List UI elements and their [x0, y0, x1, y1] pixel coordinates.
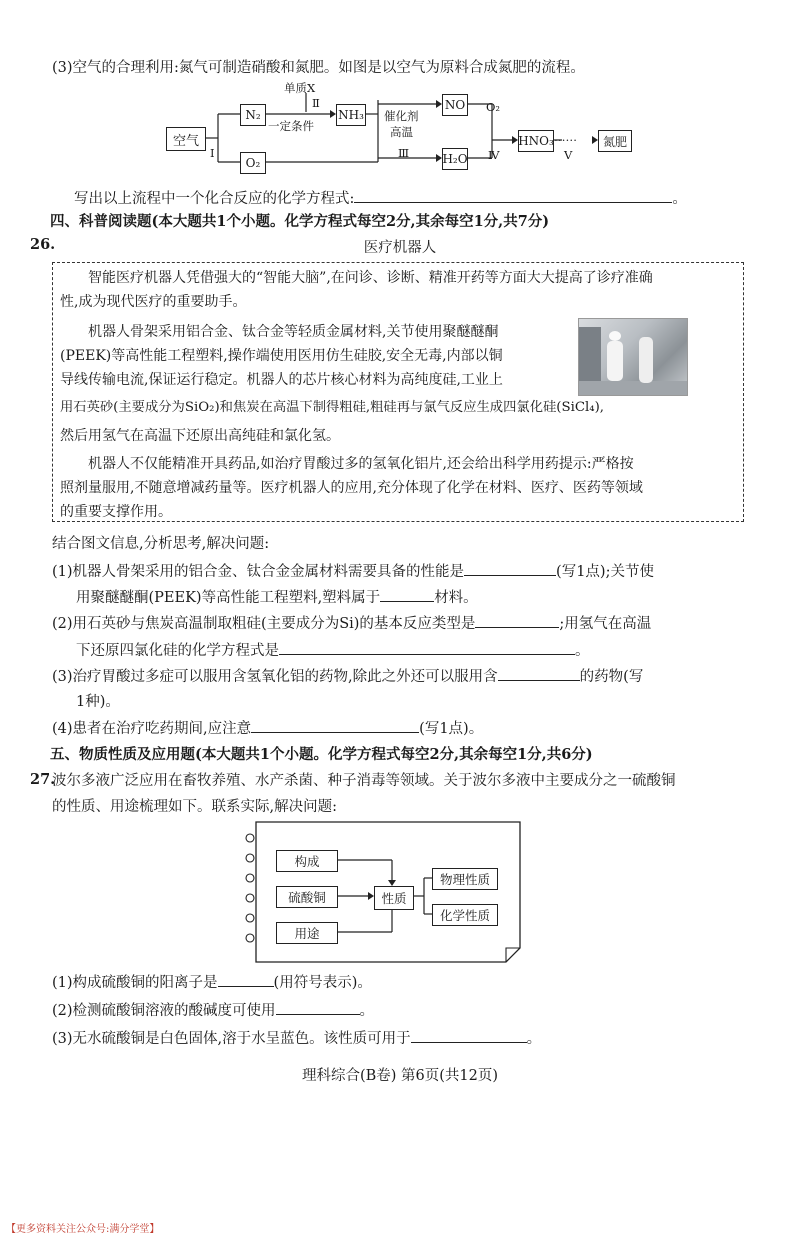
- substance-x-label: 单质X: [284, 81, 316, 95]
- property-box: 性质: [374, 886, 414, 910]
- step2-label: Ⅱ: [312, 96, 320, 110]
- step3-label: Ⅲ: [398, 146, 410, 160]
- reading-line-4: (PEEK)等高性能工程塑料,操作端使用医用仿生硅胶,安全无毒,内部以铜: [60, 348, 503, 364]
- n2-box: N₂: [240, 104, 266, 126]
- q26-3-text-a: (3)治疗胃酸过多症可以服用含氢氧化铝的药物,除此之外还可以服用含: [52, 669, 498, 685]
- q26-3-text-b: 的药物(写: [579, 669, 644, 685]
- physical-property-box: 物理性质: [432, 868, 498, 890]
- q27-1-line: [52, 972, 372, 993]
- q27-text-a: 波尔多液广泛应用在畜牧养殖、水产杀菌、种子消毒等领域。关于波尔多液中主要成分之一硫酸铜: [52, 773, 676, 789]
- q26-1-text-d: 材料。: [434, 590, 478, 606]
- step1-label: Ⅰ: [210, 146, 215, 160]
- q26-title: 医疗机器人: [363, 240, 437, 256]
- q27-1-blank[interactable]: [218, 972, 274, 987]
- q26-4-text-a: (4)患者在治疗吃药期间,应注意: [52, 721, 252, 737]
- use-box: 用途: [276, 922, 338, 944]
- reading-line-5: 导线传输电流,保证运行稳定。机器人的芯片核心材料为高纯度硅,工业上: [60, 372, 503, 388]
- reading-line-6: 用石英砂(主要成分为SiO₂)和焦炭在高温下制得粗硅,粗硅再与氯气反应生成四氯化硅(SiCl₄),: [60, 400, 605, 415]
- q26-3-line2: 1种)。: [76, 694, 120, 710]
- fertilizer-box: 氮肥: [598, 130, 632, 152]
- air-box: 空气: [166, 127, 206, 151]
- step4-label: Ⅳ: [488, 148, 500, 162]
- q26-1-text-a: (1)机器人骨架采用的铝合金、钛合金金属材料需要具备的性能是: [52, 564, 465, 580]
- condition-label: 一定条件: [268, 119, 314, 133]
- reading-line-10: 的重要支撑作用。: [60, 504, 172, 520]
- q27-3-text-a: (3)无水硫酸铜是白色固体,溶于水呈蓝色。该性质可用于: [52, 1031, 411, 1047]
- q26-2-text-c: 下还原四氯化硅的化学方程式是: [76, 643, 279, 659]
- o2-box: O₂: [240, 152, 266, 174]
- q26-number: 26.: [30, 236, 56, 253]
- q27-text-b: 的性质、用途梳理如下。联系实际,解决问题:: [52, 799, 337, 815]
- no-box: NO: [442, 94, 468, 116]
- catalyst-label: 催化剂: [384, 109, 419, 123]
- watermark-note: 【更多资料关注公众号:满分学堂】: [6, 1224, 160, 1235]
- q25-question-text: 写出以上流程中一个化合反应的化学方程式:: [74, 191, 355, 207]
- q27-2-line: [52, 1000, 374, 1021]
- hno3-box: HNO₃: [518, 130, 554, 152]
- q26-4-text-b: (写1点)。: [419, 721, 484, 737]
- reading-line-3: 机器人骨架采用铝合金、钛合金等轻质金属材料,关节使用聚醚醚酮: [88, 324, 499, 340]
- period: 。: [672, 191, 687, 207]
- q26-2-text-d: 。: [575, 643, 590, 659]
- h2o-box: H₂O: [442, 148, 468, 170]
- q26-1-text-b: (写1点);关节使: [556, 564, 654, 580]
- o2-label: O₂: [486, 100, 501, 114]
- q26-2-text-b: ;用氢气在高温: [559, 616, 652, 632]
- q25-intro: (3)空气的合理利用:氮气可制造硝酸和氮肥。如图是以空气为原料合成氮肥的流程。: [52, 60, 585, 76]
- high-temp-label: 高温: [390, 125, 413, 139]
- q27-2-blank[interactable]: [276, 1000, 360, 1015]
- reading-line-7: 然后用氢气在高温下还原出高纯硅和氯化氢。: [60, 428, 340, 444]
- step5-label: Ⅴ: [564, 148, 573, 162]
- page-footer: 理科综合(B卷) 第6页(共12页): [301, 1068, 499, 1084]
- composition-box: 构成: [276, 850, 338, 872]
- q27-2-text-b: 。: [359, 1003, 375, 1019]
- q26-1-text-c: 用聚醚醚酮(PEEK)等高性能工程塑料,塑料属于: [76, 590, 381, 606]
- q27-number: 27.: [30, 771, 56, 788]
- reading-line-1: 智能医疗机器人凭借强大的“智能大脑”,在问诊、诊断、精准开药等方面大大提高了诊疗准确: [88, 270, 653, 286]
- chemical-property-box: 化学性质: [432, 904, 498, 926]
- reading-line-8: 机器人不仅能精准开具药品,如治疗胃酸过多的氢氧化铝片,还会给出科学用药提示:严格按: [88, 456, 634, 472]
- q27-1-text-b: (用符号表示)。: [273, 975, 372, 991]
- dots-label: ……: [554, 130, 577, 144]
- copper-sulfate-box: 硫酸铜: [276, 886, 338, 908]
- section5-header: 五、物质性质及应用题(本大题共1个小题。化学方程式每空2分,其余每空1分,共6分): [50, 746, 593, 763]
- reading-line-2: 性,成为现代医疗的重要助手。: [60, 294, 247, 310]
- q26-prompt: 结合图文信息,分析思考,解决问题:: [52, 536, 270, 552]
- q27-1-text-a: (1)构成硫酸铜的阳离子是: [52, 975, 218, 991]
- reading-line-9: 照剂量服用,不随意增减药量等。医疗机器人的应用,充分体现了化学在材料、医疗、医药等领域: [60, 480, 643, 496]
- nh3-box: NH₃: [336, 104, 366, 126]
- q27-3-text-b: 。: [526, 1031, 542, 1047]
- q26-2-text-a: (2)用石英砂与焦炭高温制取粗硅(主要成分为Si)的基本反应类型是: [52, 616, 476, 632]
- q27-3-line: [52, 1028, 541, 1049]
- section4-header: 四、科普阅读题(本大题共1个小题。化学方程式每空2分,其余每空1分,共7分): [50, 213, 550, 230]
- q27-2-text-a: (2)检测硫酸铜溶液的酸碱度可使用: [52, 1003, 276, 1019]
- q27-3-blank[interactable]: [411, 1028, 527, 1043]
